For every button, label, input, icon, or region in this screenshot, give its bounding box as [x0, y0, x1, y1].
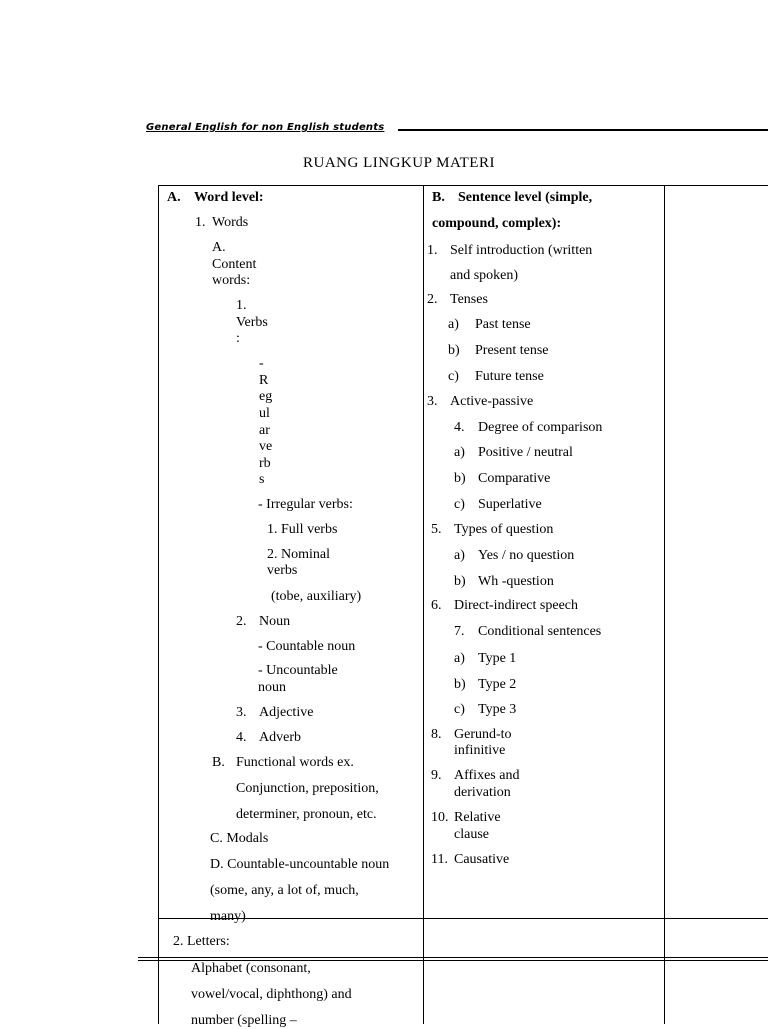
list-item-15: Conditional sentences [478, 624, 602, 639]
list-num-19: 8. [431, 727, 442, 742]
alphabet-line-3: number (spelling – [191, 1013, 297, 1028]
content-words-line-1: Content [212, 257, 257, 272]
list-item-16: Type 1 [478, 651, 517, 666]
table-col-divider-2 [664, 185, 665, 1024]
list-num-16: a) [454, 651, 465, 666]
adverb-number: 4. [236, 730, 247, 745]
list-num-4: b) [448, 343, 460, 358]
content-words-letter: A. [212, 240, 226, 255]
list-num-10: c) [454, 497, 465, 512]
list-num-18: c) [454, 702, 465, 717]
list-num-12: a) [454, 548, 465, 563]
list-num-17: b) [454, 677, 466, 692]
list-item-7: Degree of comparison [478, 420, 603, 435]
list-item-5: Future tense [475, 369, 544, 384]
list-num-11: 5. [431, 522, 442, 537]
adjective-label: Adjective [259, 705, 314, 720]
functional-words-line-3: determiner, pronoun, etc. [236, 807, 377, 822]
header-rule [398, 129, 768, 131]
list-num-15: 7. [454, 624, 465, 639]
list-num-6: 3. [427, 394, 438, 409]
noun-number: 2. [236, 614, 247, 629]
regular-verbs-char-2: ul [259, 406, 270, 421]
page-title: RUANG LINGKUP MATERI [303, 155, 495, 171]
section-b-letter: B. [432, 190, 445, 205]
document-header: General English for non English students [146, 122, 385, 133]
functional-words-line-2: Conjunction, preposition, [236, 781, 379, 796]
list-num-7: 4. [454, 420, 465, 435]
countable-noun: - Countable noun [258, 639, 356, 654]
list-num-3: a) [448, 317, 459, 332]
page-break-line-1 [138, 957, 768, 958]
list-item-19: Gerund-to [454, 727, 512, 742]
list-item-23: Relative [454, 810, 501, 825]
noun-label: Noun [259, 614, 291, 629]
table-row-divider [158, 918, 768, 919]
table-top-border [158, 185, 768, 186]
words-label: Words [212, 215, 249, 230]
verbs-label: Verbs [236, 315, 268, 330]
list-item-10: Superlative [478, 497, 542, 512]
list-item-24: clause [454, 827, 489, 842]
list-num-0: 1. [427, 243, 438, 258]
list-item-1: and spoken) [450, 268, 519, 283]
table-col-divider-1 [423, 185, 424, 1024]
countable-uncountable-line-1: D. Countable-uncountable noun [210, 857, 390, 872]
section-b-heading-line-2: compound, complex): [432, 216, 562, 231]
countable-uncountable-line-2: (some, any, a lot of, much, [210, 883, 359, 898]
functional-words-letter: B. [212, 755, 225, 770]
uncountable-noun-line-2: noun [258, 680, 286, 695]
full-verbs: 1. Full verbs [267, 522, 338, 537]
countable-uncountable-line-3: many) [210, 909, 246, 924]
list-item-2: Tenses [450, 292, 488, 307]
regular-verbs-char-4: ve [259, 439, 273, 454]
regular-verbs-char-3: ar [259, 423, 270, 438]
list-num-14: 6. [431, 598, 442, 613]
list-item-4: Present tense [475, 343, 549, 358]
alphabet-line-2: vowel/vocal, diphthong) and [191, 987, 352, 1002]
section-b-heading-line-1: Sentence level (simple, [458, 190, 593, 205]
regular-verbs-dash: - [259, 356, 264, 371]
words-number: 1. [195, 215, 206, 230]
list-item-17: Type 2 [478, 677, 517, 692]
nominal-verbs-line-2: verbs [267, 563, 298, 578]
list-item-8: Positive / neutral [478, 445, 573, 460]
list-num-21: 9. [431, 768, 442, 783]
list-item-9: Comparative [478, 471, 551, 486]
list-num-2: 2. [427, 292, 438, 307]
list-item-6: Active-passive [450, 394, 534, 409]
regular-verbs-char-0: R [259, 373, 269, 388]
list-item-13: Wh -question [478, 574, 554, 589]
list-item-22: derivation [454, 785, 511, 800]
section-a-letter: A. [167, 190, 181, 205]
list-item-11: Types of question [454, 522, 554, 537]
adjective-number: 3. [236, 705, 247, 720]
tobe-auxiliary: (tobe, auxiliary) [271, 589, 362, 604]
list-item-18: Type 3 [478, 702, 517, 717]
regular-verbs-char-6: s [259, 472, 265, 487]
alphabet-line-1: Alphabet (consonant, [191, 961, 311, 976]
list-item-21: Affixes and [454, 768, 520, 783]
list-num-9: b) [454, 471, 466, 486]
list-num-8: a) [454, 445, 465, 460]
adverb-label: Adverb [259, 730, 301, 745]
list-num-13: b) [454, 574, 466, 589]
uncountable-noun-line-1: - Uncountable [258, 663, 338, 678]
letters-label: 2. Letters: [173, 934, 230, 949]
functional-words-line-1: Functional words ex. [236, 755, 354, 770]
irregular-verbs: - Irregular verbs: [258, 497, 353, 512]
nominal-verbs-line-1: 2. Nominal [267, 547, 330, 562]
regular-verbs-char-1: eg [259, 389, 273, 404]
list-item-20: infinitive [454, 743, 506, 758]
list-num-25: 11. [431, 852, 448, 867]
modals: C. Modals [210, 831, 269, 846]
list-item-14: Direct-indirect speech [454, 598, 578, 613]
table-left-border [158, 185, 159, 1024]
section-a-heading: Word level: [194, 190, 264, 205]
verbs-colon: : [236, 331, 240, 346]
list-num-23: 10. [431, 810, 449, 825]
list-item-25: Causative [454, 852, 510, 867]
list-item-0: Self introduction (written [450, 243, 593, 258]
list-item-12: Yes / no question [478, 548, 575, 563]
verbs-number: 1. [236, 298, 247, 313]
regular-verbs-char-5: rb [259, 456, 271, 471]
list-item-3: Past tense [475, 317, 531, 332]
list-num-5: c) [448, 369, 459, 384]
content-words-line-2: words: [212, 273, 251, 288]
